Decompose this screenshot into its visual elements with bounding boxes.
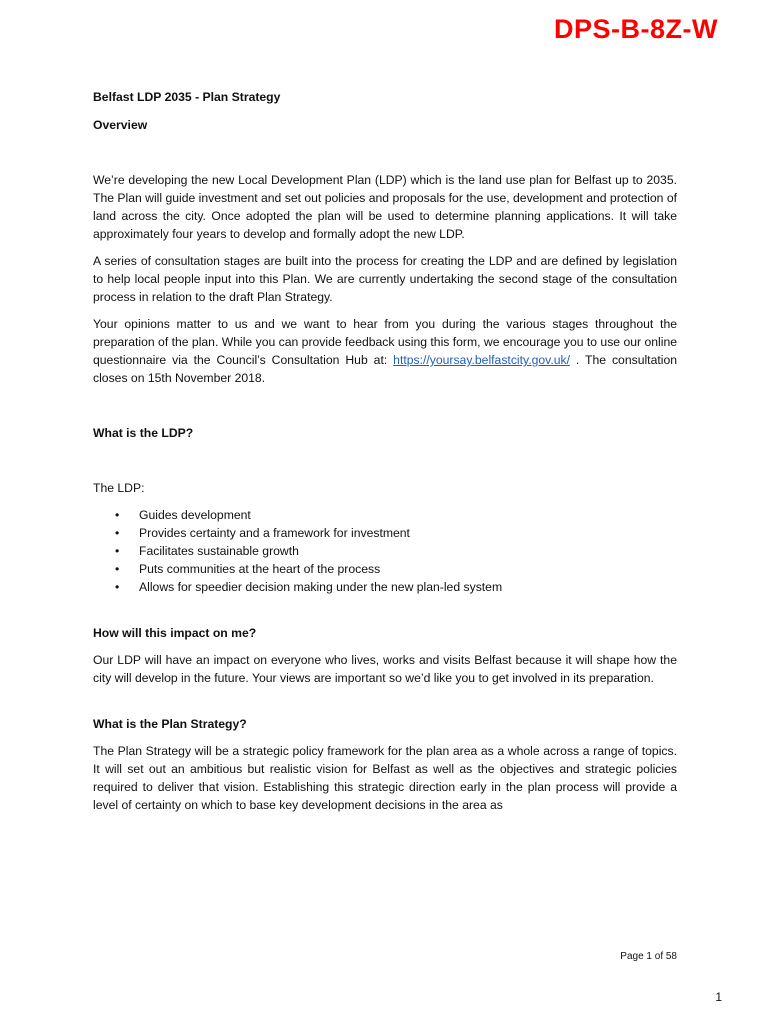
plan-strategy-paragraph: The Plan Strategy will be a strategic policy framework for the plan area as a whole across a range of topics. It will set out an ambitious but realistic vision for Belfast as well as the objectives and strategic policies required to deliver that vision. Establishing this strategic direction early in the plan process will provide a level of certainty on which to base key development decisions in the area as [93, 744, 677, 812]
reference-code: DPS-B-8Z-W [554, 14, 718, 44]
impact-heading: How will this impact on me? [93, 626, 257, 640]
page-footer-label: Page 1 of 58 [620, 951, 677, 962]
closing-date-text: . The consultation closes on 15th November 2018. [93, 353, 677, 385]
document-body [93, 88, 677, 814]
feedback-paragraph [93, 315, 677, 387]
ldp-intro: The LDP: [93, 481, 145, 495]
impact-paragraph: Our LDP will have an impact on everyone who lives, works and visits Belfast because it will shape how the city will develop in the future. Your views are important so we’d like you to get involved in its preparation. [93, 653, 677, 685]
list-item: • Facilitates sustainable growth [93, 542, 677, 560]
ldp-heading: What is the LDP? [93, 426, 194, 440]
consultation-hub-link[interactable]: https://yoursay.belfastcity.gov.uk/ [393, 353, 570, 367]
overview-paragraph-2: A series of consultation stages are built into the process for creating the LDP and are defined by legislation to help local people input into this Plan. We are currently undertaking the second stage of the consultation process in relation to the draft Plan Strategy. [93, 254, 677, 304]
ldp-bullet-list [93, 506, 677, 596]
page-number: 1 [715, 990, 722, 1004]
overview-heading: Overview [93, 118, 148, 132]
list-item: • Guides development [93, 506, 677, 524]
feedback-text: Your opinions matter to us and we want to hear from you during the various stages throughout the preparation of the plan. While you can provide feedback using this form, we encourage you to use our online questionnaire via the Council’s Consultation Hub at: [93, 317, 678, 367]
plan-strategy-heading: What is the Plan Strategy? [93, 717, 247, 731]
list-item: • Puts communities at the heart of the process [93, 560, 677, 578]
overview-paragraph-1: We’re developing the new Local Development Plan (LDP) which is the land use plan for Belfast up to 2035. The Plan will guide investment and set out policies and proposals for the use, development and protection of land across the city. Once adopted the plan will be used to determine planning applications. It will take approximately four years to develop and formally adopt the new LDP. [93, 173, 678, 241]
list-item: • Allows for speedier decision making under the new plan-led system [93, 578, 677, 596]
list-item: • Provides certainty and a framework for investment [93, 524, 677, 542]
document-title: Belfast LDP 2035 - Plan Strategy [93, 90, 281, 104]
